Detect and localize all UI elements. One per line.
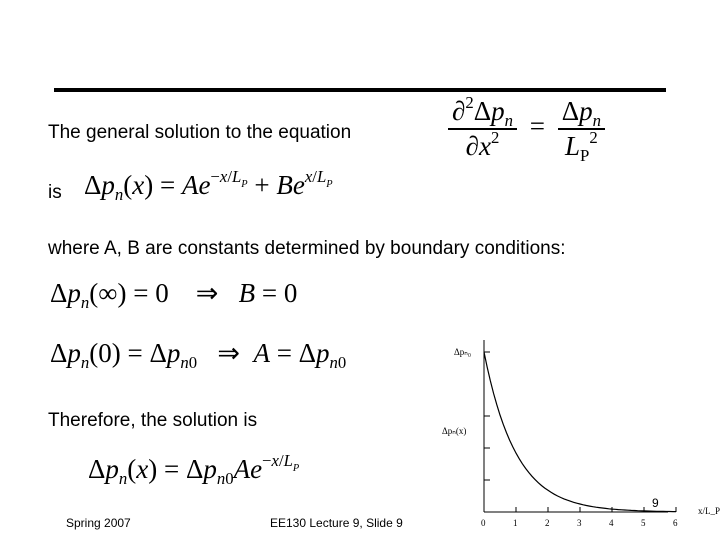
decay-curve <box>484 352 676 512</box>
diffusion-equation <box>448 93 605 166</box>
is-text: is <box>48 182 62 203</box>
x-tick-label: 5 <box>641 518 646 528</box>
rhs-fraction: $\frac{\Delta p_n}{L_P^2}$ <box>558 98 605 160</box>
general-solution-equation: $\Delta p_n(x) = Ae^{-x/L_P} + Be^{x/L_P}$ <box>84 167 333 205</box>
constants-text: where A, B are constants determined by boundary conditions: <box>48 238 566 259</box>
therefore-text: Therefore, the solution is <box>48 410 258 431</box>
x-tick-label: 2 <box>545 518 550 528</box>
title-rule <box>54 88 666 92</box>
x-tick-label: 3 <box>577 518 582 528</box>
footer-left: Spring 2007 <box>66 516 131 530</box>
final-solution-equation: $\Delta p_n(x) = \Delta p_{n0}Ae^{-x/L_P}$ <box>88 451 300 489</box>
y-label-mid: Δpₙ(x) <box>442 426 467 436</box>
equals-sign: = <box>529 111 545 142</box>
x-tick-label: 6 <box>673 518 678 528</box>
footer-center: EE130 Lecture 9, Slide 9 <box>270 516 403 530</box>
lhs-fraction: $\frac{\partial^2\Delta p_n}{\partial x^2}$ <box>448 98 517 160</box>
decay-plot <box>436 330 720 536</box>
x-tick-label: 0 <box>481 518 486 528</box>
slide-number: 9 <box>652 496 659 510</box>
y-label-top: Δpₙ₀ <box>454 347 472 357</box>
bc-zero-equation: $\Delta p_n(0) = \Delta p_{n0}$ ⇒ $A = \Delta p_{n0}$ <box>50 338 347 373</box>
x-axis-label: x/L_P <box>698 506 720 516</box>
x-tick-label: 1 <box>513 518 518 528</box>
x-tick-label: 4 <box>609 518 614 528</box>
bc-infinity-equation: $\Delta p_n(\infty) = 0$ ⇒ B = 0 <box>50 278 298 313</box>
intro-text: The general solution to the equation <box>48 122 352 143</box>
